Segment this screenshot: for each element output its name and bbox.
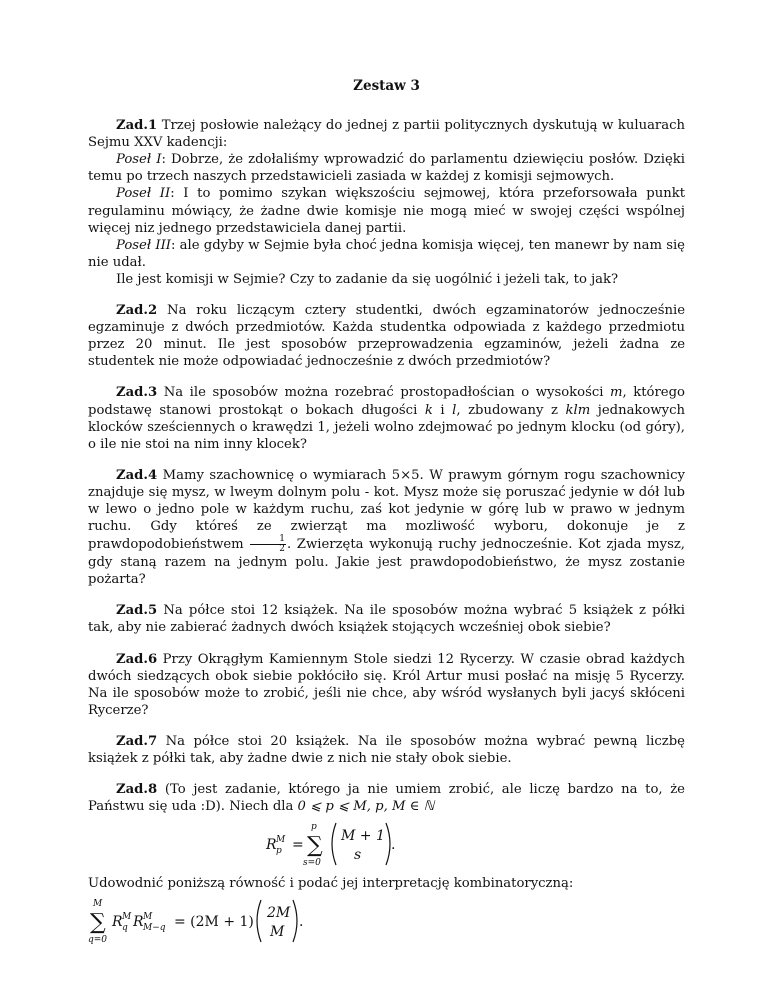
formula-equals: =	[292, 837, 304, 854]
problem-text: Na półce stoi 20 książek. Na ile sposobów można wybrać pewną liczbę książek z półki tak, aby żadne dwie z nich nie stały obok siebie.	[88, 733, 685, 766]
binom-top: 2M	[267, 905, 291, 922]
problem-label: Zad.6	[116, 651, 158, 667]
math-symbol: k	[424, 402, 433, 418]
problem-8	[88, 781, 685, 946]
problem-1	[88, 117, 685, 288]
problem-text: Mamy szachownicę o wymiarach 5×5. W prawym górnym rogu szachownicy znajduje się mysz, w lweym dolnym polu - kot. Mysz może się poruszać jedynie w dół lub w lewo o jedno pole w każdym ruchu, zaś kot jedynie w górę lub w prawo w jednym ruchu. Gdy któreś ze zwierząt ma mozliwość wyboru, dokonuje je z prawdopodobieństwem	[88, 467, 685, 553]
dialogue-text: : I to pomimo szykan większościu sejmowej, która przeforsowała punkt regulaminu mówiący, że żadne dwie komisje nie mogą mieć w swojej części wspólnej więcej niz jednego przedstawiciela danej partii.	[88, 186, 685, 236]
math-condition: 0 ⩽ p ⩽ M, p, M ∈ ℕ	[297, 799, 435, 815]
problem-text: i	[432, 402, 453, 418]
fraction-denominator: 2	[279, 544, 285, 555]
sum-lower-limit: q=0	[88, 935, 108, 946]
dialogue-text: : Dobrze, że zdołaliśmy wprowadzić do parlamentu dziewięciu posłów. Dzięki temu po trzech naszych przedstawicieli zasiada w każdej z komisji sejmowych.	[88, 152, 685, 185]
problem-label: Zad.7	[116, 733, 158, 749]
formula-R: R	[266, 837, 277, 854]
problem-text: Na ile sposobów można rozebrać prostopadłościan o wysokości	[163, 385, 611, 401]
binom-right-paren	[293, 900, 297, 942]
problem-text: Trzej posłowie należący do jednej z partii politycznych dyskutują w kuluarach Sejmu XXV kadencji:	[88, 118, 685, 151]
document-page	[88, 78, 685, 960]
sum-sign: ∑	[90, 910, 106, 936]
speaker-name: Poseł I	[116, 152, 162, 168]
dialogue-line-2	[88, 185, 685, 236]
problem-3	[88, 384, 685, 452]
page-title: Zestaw 3	[353, 78, 420, 94]
binom-top: M + 1	[341, 828, 385, 845]
formula-definition	[88, 819, 685, 869]
dialogue-text: : ale gdyby w Sejmie była choć jedna komisja więcej, ten manewr by nam się nie udał.	[88, 237, 685, 270]
problem-1-question: Ile jest komisji w Sejmie? Czy to zadanie da się uogólnić i jeżeli tak, to jak?	[116, 271, 619, 287]
sum-upper-limit: p	[311, 822, 317, 833]
problem-8-task: Udowodnić poniższą równość i podać jej interpretację kombinatoryczną:	[88, 876, 574, 892]
sum-lower-limit: s=0	[303, 858, 321, 869]
formula-R2-sub: M−q	[143, 923, 166, 934]
problem-text: , zbudowany z	[456, 402, 566, 418]
binom-right-paren	[386, 823, 390, 865]
problem-label: Zad.8	[116, 782, 158, 798]
formula-period: .	[391, 837, 396, 854]
binom-left-paren	[332, 823, 336, 865]
problem-4	[88, 467, 685, 589]
problem-label: Zad.1	[116, 118, 158, 134]
formula-R2-sup: M	[143, 912, 153, 923]
formula-R1: R	[112, 914, 123, 931]
fraction-one-half	[250, 535, 286, 554]
problem-text: . Zwierzęta wykonują ruchy jednocześnie. Kot zjada mysz, gdy staną razem na jednym polu. Jakie jest prawdopodobieństwo, że mysz zostanie pożarta?	[88, 537, 685, 588]
binom-left-paren	[257, 900, 261, 942]
math-symbol: klm	[565, 402, 591, 418]
problem-7	[88, 733, 685, 767]
formula-identity	[88, 896, 685, 946]
speaker-name: Poseł II	[116, 186, 171, 202]
formula-equals-coefficient: = (2M + 1)	[174, 914, 254, 931]
math-symbol: m	[610, 385, 623, 401]
problem-5	[88, 602, 685, 636]
binom-bottom: s	[354, 847, 362, 864]
problem-text: Na półce stoi 12 książek. Na ile sposobów można wybrać 5 książek z półki tak, aby nie zabierać żadnych dwóch książek stojących wcześniej obok siebie?	[88, 603, 685, 636]
formula-R2: R	[133, 914, 144, 931]
fraction-numerator: 1	[250, 535, 286, 545]
binom-bottom: M	[270, 924, 285, 941]
formula-identity-svg	[88, 896, 685, 946]
problem-label: Zad.4	[116, 467, 158, 483]
formula-R1-sup: M	[122, 912, 132, 923]
problem-text: Na roku liczącym cztery studentki, dwóch egzaminatorów jednocześnie egzaminuje z dwóch przedmiotów. Każda studentka odpowiada z każdego przedmiotu przez 20 minut. Ile jest sposobów przeprowadzenia egzaminów, jeżeli żadna ze studentek nie może odpowiadać jednocześnie z dwóch przedmiotów?	[88, 303, 686, 370]
formula-R-sup: M	[276, 835, 286, 846]
sum-upper-limit: M	[93, 899, 103, 910]
problem-text: jednakowych klocków sześciennych o krawędzi 1, jeżeli wolno zdejmować po jednym klocku (od góry), o ile nie stoi na nim inny klocek?	[88, 402, 685, 452]
problem-label: Zad.5	[116, 603, 158, 619]
problem-6	[88, 651, 685, 719]
formula-definition-svg	[88, 819, 685, 869]
formula-period: .	[299, 914, 304, 931]
speaker-name: Poseł III	[116, 237, 171, 253]
problem-label: Zad.3	[116, 385, 158, 401]
problem-1-intro	[88, 117, 685, 151]
formula-R1-sub: q	[122, 923, 128, 934]
dialogue-line-3	[88, 237, 685, 271]
sum-sign: ∑	[307, 833, 323, 859]
problem-text: (To jest zadanie, którego ja nie umiem zrobić, ale liczę bardzo na to, że Państwu się uda :D). Niech dla	[88, 782, 685, 815]
formula-R-sub: p	[276, 846, 282, 857]
problem-text: , którego podstawę stanowi prostokąt o bokach długości	[88, 385, 685, 418]
problem-label: Zad.2	[116, 303, 158, 319]
problem-text: Przy Okrągłym Kamiennym Stole siedzi 12 Rycerzy. W czasie obrad każdych dwóch siedzących obok siebie pokłóciło się. Król Artur musi posłać na misję 5 Rycerzy. Na ile sposobów może to zrobić, jeśli nie chce, aby wśród wysłanych byli jacyś skłóceni Rycerze?	[88, 651, 685, 718]
problem-2	[88, 302, 685, 370]
math-symbol: l	[452, 402, 457, 418]
dialogue-line-1	[88, 151, 685, 185]
